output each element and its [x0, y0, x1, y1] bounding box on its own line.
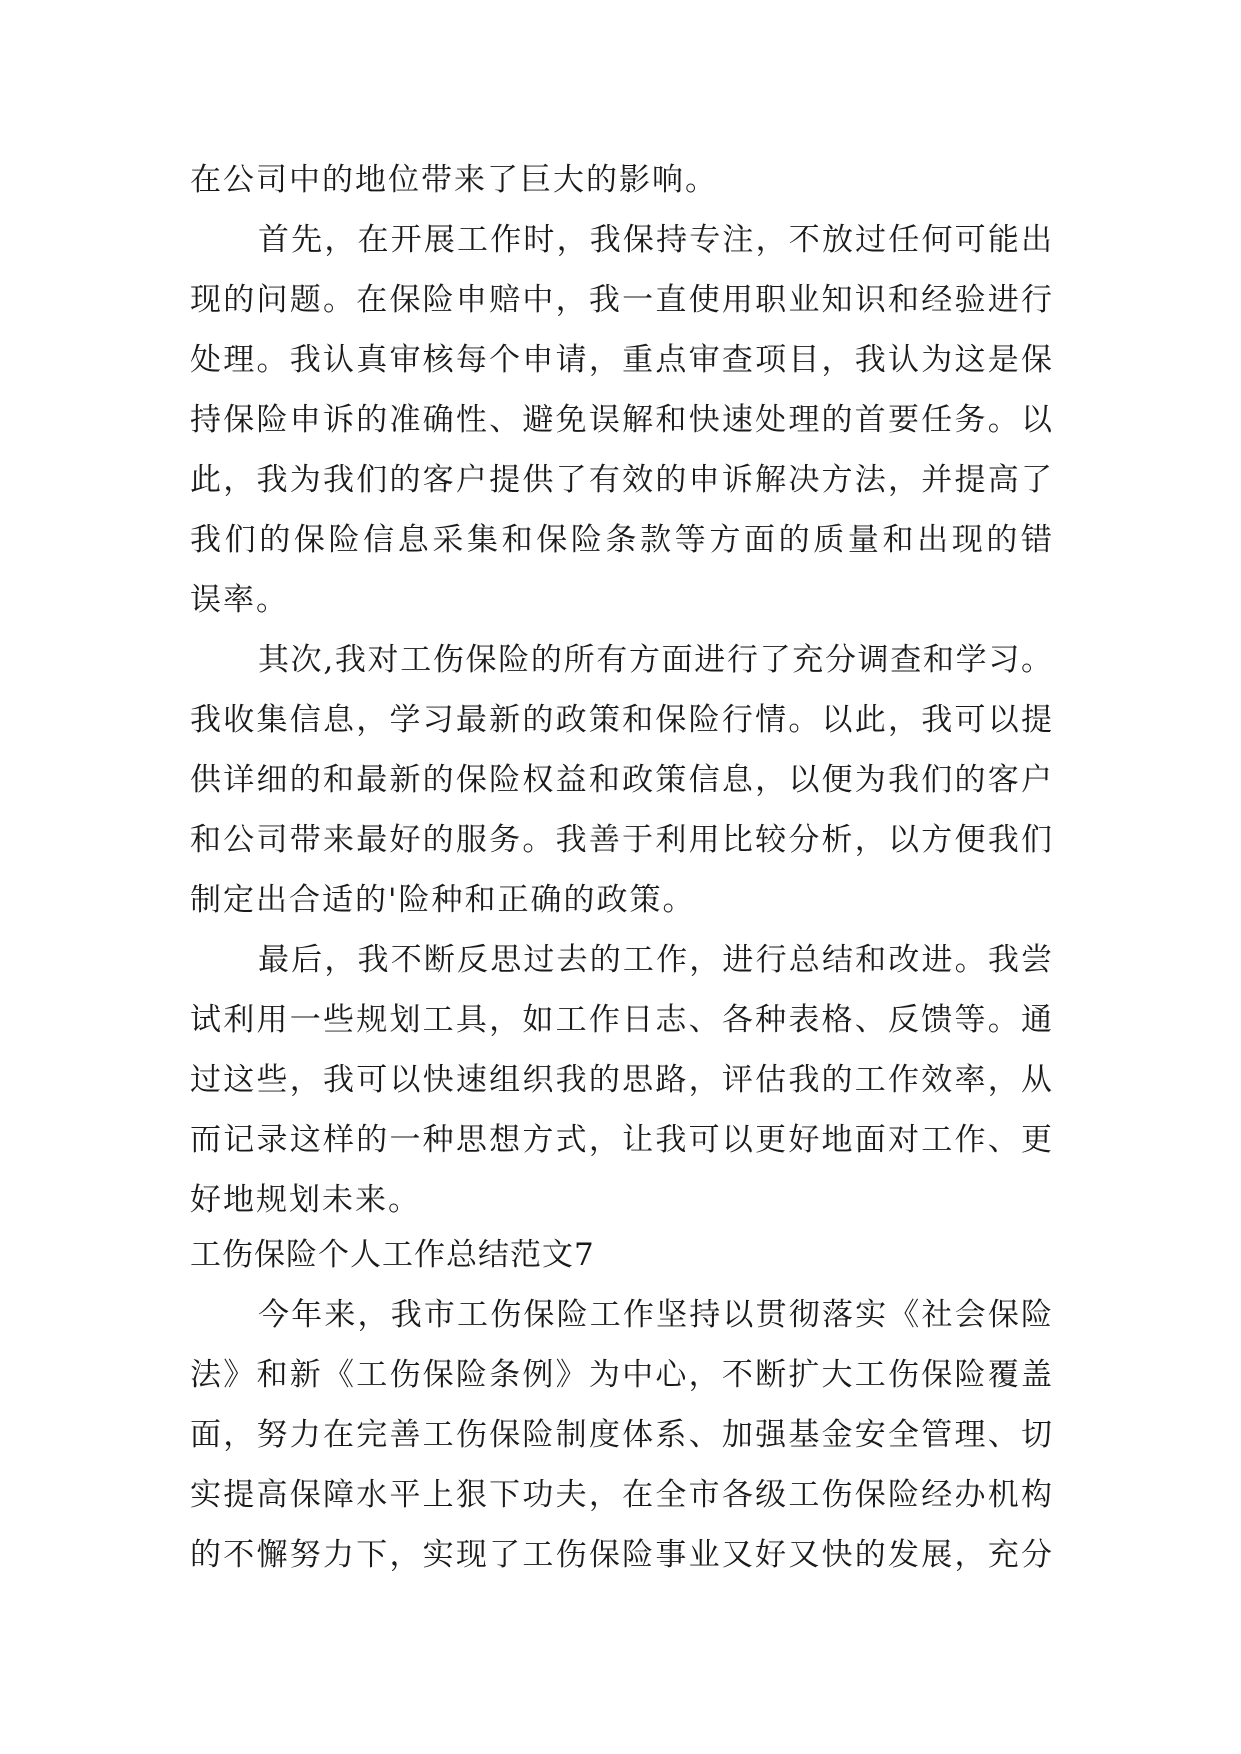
text-line: 好地规划未来。: [190, 1182, 421, 1218]
text-line: 实提高保障水平上狠下功夫，在全市各级工伤保险经办机构: [190, 1477, 1052, 1513]
text-line: 今年来，我市工伤保险工作坚持以贯彻落实《社会保险: [258, 1297, 1052, 1333]
text-line: 我收集信息，学习最新的政策和保险行情。以此，我可以提: [190, 702, 1052, 738]
section-heading: 工伤保险个人工作总结范文7: [190, 1237, 595, 1273]
text-line: 首先，在开展工作时，我保持专注，不放过任何可能出: [258, 222, 1052, 258]
text-line: 和公司带来最好的服务。我善于利用比较分析，以方便我们: [190, 822, 1052, 858]
text-line: 过这些，我可以快速组织我的思路，评估我的工作效率，从: [190, 1062, 1052, 1098]
text-line: 法》和新《工伤保险条例》为中心，不断扩大工伤保险覆盖: [190, 1357, 1052, 1393]
text-line: 最后，我不断反思过去的工作，进行总结和改进。我尝: [258, 942, 1052, 978]
text-line: 处理。我认真审核每个申请，重点审查项目，我认为这是保: [190, 342, 1052, 378]
text-line: 此，我为我们的客户提供了有效的申诉解决方法，并提高了: [190, 462, 1052, 498]
text-line: 而记录这样的一种思想方式，让我可以更好地面对工作、更: [190, 1122, 1052, 1158]
text-line: 我们的保险信息采集和保险条款等方面的质量和出现的错: [190, 522, 1052, 558]
text-line: 误率。: [190, 582, 289, 618]
text-line: 试利用一些规划工具，如工作日志、各种表格、反馈等。通: [190, 1002, 1052, 1038]
text-line: 面，努力在完善工伤保险制度体系、加强基金安全管理、切: [190, 1417, 1052, 1453]
text-line: 在公司中的地位带来了巨大的影响。: [190, 162, 718, 198]
text-line: 现的问题。在保险申赔中，我一直使用职业知识和经验进行: [190, 282, 1052, 318]
text-line: 供详细的和最新的保险权益和政策信息，以便为我们的客户: [190, 762, 1052, 798]
text-line: 制定出合适的'险种和正确的政策。: [190, 882, 696, 918]
text-line: 其次,我对工伤保险的所有方面进行了充分调查和学习。: [258, 642, 1052, 678]
text-line: 的不懈努力下，实现了工伤保险事业又好又快的发展，充分: [190, 1537, 1052, 1573]
text-line: 持保险申诉的准确性、避免误解和快速处理的首要任务。以: [190, 402, 1052, 438]
